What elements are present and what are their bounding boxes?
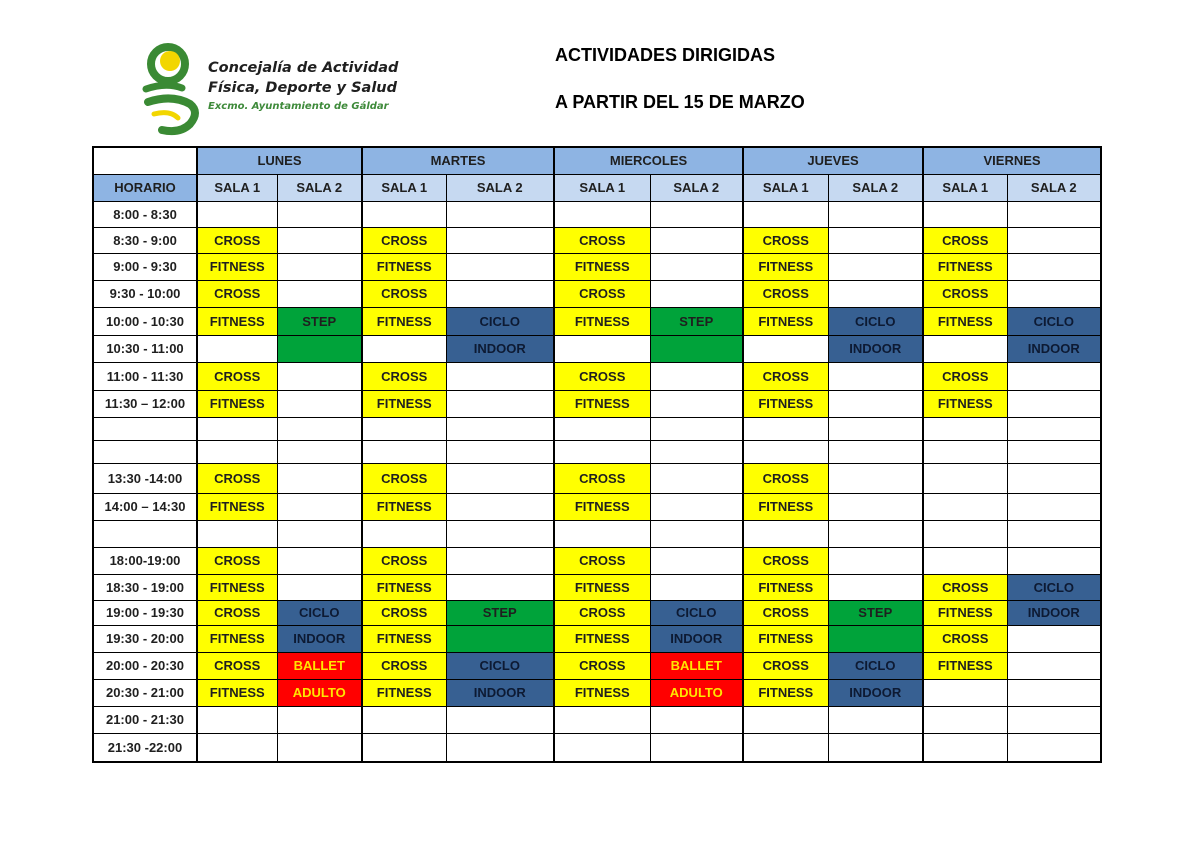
activity-cell bbox=[197, 417, 277, 440]
activity-cell bbox=[923, 335, 1007, 362]
activity-cell bbox=[277, 335, 362, 362]
org-name-line3: Excmo. Ayuntamiento de Gáldar bbox=[208, 101, 389, 112]
table-row bbox=[93, 600, 1101, 625]
activity-cell bbox=[923, 463, 1007, 493]
activity-cell bbox=[446, 227, 554, 253]
activity-cell bbox=[554, 440, 650, 463]
sala-header: SALA 1 bbox=[554, 174, 650, 201]
activity-cell bbox=[197, 733, 277, 762]
time-slot: 20:30 - 21:00 bbox=[93, 679, 197, 706]
activity-cell: CROSS bbox=[554, 547, 650, 574]
activity-cell: FITNESS bbox=[362, 253, 446, 280]
sala-header: SALA 1 bbox=[743, 174, 828, 201]
activity-cell bbox=[446, 440, 554, 463]
activity-cell: CROSS bbox=[743, 463, 828, 493]
activity-cell bbox=[923, 493, 1007, 520]
activity-cell bbox=[1007, 280, 1101, 307]
activity-cell: FITNESS bbox=[554, 679, 650, 706]
table-row bbox=[93, 307, 1101, 335]
activity-cell: CROSS bbox=[923, 280, 1007, 307]
activity-cell: CICLO bbox=[446, 307, 554, 335]
activity-cell bbox=[828, 574, 923, 600]
activity-cell: CICLO bbox=[650, 600, 743, 625]
activity-cell bbox=[554, 706, 650, 733]
activity-cell bbox=[1007, 253, 1101, 280]
time-slot: 20:00 - 20:30 bbox=[93, 652, 197, 679]
activity-cell: FITNESS bbox=[554, 253, 650, 280]
activity-cell: CROSS bbox=[743, 547, 828, 574]
activity-cell: CROSS bbox=[743, 652, 828, 679]
activity-cell: CICLO bbox=[828, 652, 923, 679]
activity-cell bbox=[554, 733, 650, 762]
table-row bbox=[93, 520, 1101, 547]
activity-cell bbox=[923, 706, 1007, 733]
activity-cell: INDOOR bbox=[1007, 335, 1101, 362]
activity-cell: CROSS bbox=[743, 280, 828, 307]
table-row bbox=[93, 253, 1101, 280]
activity-cell: FITNESS bbox=[554, 307, 650, 335]
activity-cell: FITNESS bbox=[554, 625, 650, 652]
activity-cell: BALLET bbox=[277, 652, 362, 679]
activity-cell bbox=[650, 227, 743, 253]
table-row bbox=[93, 280, 1101, 307]
activity-cell: CROSS bbox=[197, 600, 277, 625]
activity-cell: CROSS bbox=[362, 547, 446, 574]
activity-cell: CROSS bbox=[923, 574, 1007, 600]
org-name-line2: Física, Deporte y Salud bbox=[208, 80, 397, 96]
activity-cell bbox=[446, 625, 554, 652]
table-row bbox=[93, 417, 1101, 440]
activity-cell bbox=[743, 706, 828, 733]
activity-cell: CROSS bbox=[554, 652, 650, 679]
activity-cell bbox=[650, 706, 743, 733]
activity-cell: CROSS bbox=[743, 362, 828, 390]
activity-cell: CROSS bbox=[362, 280, 446, 307]
activity-cell: CROSS bbox=[197, 652, 277, 679]
activity-cell: ADULTO bbox=[277, 679, 362, 706]
activity-cell: CROSS bbox=[554, 280, 650, 307]
activity-cell bbox=[1007, 625, 1101, 652]
activity-cell: FITNESS bbox=[923, 652, 1007, 679]
day-header-jueves: JUEVES bbox=[743, 147, 923, 174]
table-row bbox=[93, 706, 1101, 733]
activity-cell: CICLO bbox=[277, 600, 362, 625]
activity-cell: STEP bbox=[650, 307, 743, 335]
horario-header: HORARIO bbox=[93, 174, 197, 201]
activity-cell: ADULTO bbox=[650, 679, 743, 706]
activity-cell bbox=[828, 493, 923, 520]
activity-cell: BALLET bbox=[650, 652, 743, 679]
activity-cell bbox=[446, 463, 554, 493]
activity-cell: FITNESS bbox=[923, 600, 1007, 625]
day-header-miercoles: MIERCOLES bbox=[554, 147, 743, 174]
activity-cell bbox=[277, 706, 362, 733]
activity-cell bbox=[828, 520, 923, 547]
activity-cell bbox=[828, 706, 923, 733]
activity-cell bbox=[362, 201, 446, 227]
sala-header: SALA 2 bbox=[446, 174, 554, 201]
schedule-table bbox=[92, 146, 1102, 763]
activity-cell bbox=[650, 335, 743, 362]
table-row bbox=[93, 335, 1101, 362]
activity-cell: FITNESS bbox=[554, 390, 650, 417]
day-header-martes: MARTES bbox=[362, 147, 554, 174]
day-header-lunes: LUNES bbox=[197, 147, 362, 174]
doc-subtitle: A PARTIR DEL 15 DE MARZO bbox=[555, 92, 805, 112]
activity-cell bbox=[650, 493, 743, 520]
activity-cell bbox=[446, 733, 554, 762]
activity-cell bbox=[446, 201, 554, 227]
activity-cell bbox=[277, 390, 362, 417]
activity-cell bbox=[743, 335, 828, 362]
activity-cell bbox=[923, 520, 1007, 547]
activity-cell bbox=[197, 335, 277, 362]
table-row bbox=[93, 390, 1101, 417]
time-slot: 10:00 - 10:30 bbox=[93, 307, 197, 335]
time-slot: 8:00 - 8:30 bbox=[93, 201, 197, 227]
org-name-line1: Concejalía de Actividad bbox=[208, 60, 399, 76]
time-slot: 21:00 - 21:30 bbox=[93, 706, 197, 733]
activity-cell: INDOOR bbox=[828, 679, 923, 706]
activity-cell: STEP bbox=[446, 600, 554, 625]
activity-cell: CROSS bbox=[554, 600, 650, 625]
activity-cell bbox=[828, 625, 923, 652]
activity-cell: INDOOR bbox=[828, 335, 923, 362]
activity-cell bbox=[277, 280, 362, 307]
activity-cell: CROSS bbox=[923, 362, 1007, 390]
activity-cell bbox=[1007, 679, 1101, 706]
activity-cell: STEP bbox=[828, 600, 923, 625]
activity-cell: INDOOR bbox=[446, 335, 554, 362]
activity-cell bbox=[650, 463, 743, 493]
activity-cell bbox=[828, 390, 923, 417]
activity-cell bbox=[923, 679, 1007, 706]
activity-cell bbox=[446, 362, 554, 390]
time-slot: 21:30 -22:00 bbox=[93, 733, 197, 762]
activity-cell bbox=[828, 253, 923, 280]
activity-cell bbox=[277, 417, 362, 440]
activity-cell bbox=[554, 417, 650, 440]
activity-cell: FITNESS bbox=[743, 574, 828, 600]
activity-cell bbox=[650, 440, 743, 463]
activity-cell bbox=[554, 335, 650, 362]
sala-header: SALA 1 bbox=[362, 174, 446, 201]
table-row bbox=[93, 201, 1101, 227]
activity-cell bbox=[197, 520, 277, 547]
activity-cell bbox=[828, 280, 923, 307]
activity-cell bbox=[650, 362, 743, 390]
activity-cell: CICLO bbox=[828, 307, 923, 335]
activity-cell bbox=[197, 440, 277, 463]
activity-cell: INDOOR bbox=[650, 625, 743, 652]
activity-cell: CROSS bbox=[362, 600, 446, 625]
activity-cell bbox=[277, 253, 362, 280]
activity-cell bbox=[1007, 520, 1101, 547]
activity-cell: CROSS bbox=[554, 463, 650, 493]
activity-cell bbox=[446, 574, 554, 600]
activity-cell: FITNESS bbox=[554, 493, 650, 520]
activity-cell: CROSS bbox=[923, 625, 1007, 652]
activity-cell: FITNESS bbox=[362, 390, 446, 417]
activity-cell bbox=[1007, 362, 1101, 390]
activity-cell bbox=[1007, 417, 1101, 440]
time-slot bbox=[93, 440, 197, 463]
activity-cell: CROSS bbox=[362, 652, 446, 679]
activity-cell: FITNESS bbox=[743, 253, 828, 280]
time-slot: 9:30 - 10:00 bbox=[93, 280, 197, 307]
time-slot: 19:30 - 20:00 bbox=[93, 625, 197, 652]
sala-header: SALA 2 bbox=[828, 174, 923, 201]
activity-cell bbox=[277, 574, 362, 600]
time-slot: 19:00 - 19:30 bbox=[93, 600, 197, 625]
activity-cell bbox=[1007, 733, 1101, 762]
activity-cell: CROSS bbox=[197, 280, 277, 307]
activity-cell bbox=[828, 201, 923, 227]
sala-header-row bbox=[93, 174, 1101, 201]
activity-cell: CROSS bbox=[743, 600, 828, 625]
activity-cell bbox=[277, 547, 362, 574]
time-slot: 10:30 - 11:00 bbox=[93, 335, 197, 362]
table-row bbox=[93, 227, 1101, 253]
activity-cell: CROSS bbox=[554, 362, 650, 390]
activity-cell: FITNESS bbox=[197, 574, 277, 600]
activity-cell bbox=[277, 227, 362, 253]
activity-cell bbox=[446, 706, 554, 733]
activity-cell bbox=[1007, 463, 1101, 493]
activity-cell: FITNESS bbox=[197, 493, 277, 520]
activity-cell: CROSS bbox=[743, 227, 828, 253]
sala-header: SALA 2 bbox=[1007, 174, 1101, 201]
logo bbox=[140, 42, 399, 137]
activity-cell: CROSS bbox=[362, 463, 446, 493]
activity-cell bbox=[650, 520, 743, 547]
activity-cell bbox=[362, 706, 446, 733]
activity-cell bbox=[743, 201, 828, 227]
activity-cell bbox=[828, 362, 923, 390]
activity-cell bbox=[923, 440, 1007, 463]
activity-cell bbox=[1007, 201, 1101, 227]
activity-cell bbox=[277, 362, 362, 390]
activity-cell: FITNESS bbox=[197, 307, 277, 335]
activity-cell bbox=[650, 201, 743, 227]
activity-cell bbox=[1007, 390, 1101, 417]
corner-cell bbox=[93, 147, 197, 174]
activity-cell bbox=[650, 280, 743, 307]
time-slot bbox=[93, 520, 197, 547]
activity-cell bbox=[277, 520, 362, 547]
table-row bbox=[93, 625, 1101, 652]
activity-cell bbox=[446, 493, 554, 520]
activity-cell bbox=[362, 733, 446, 762]
table-row bbox=[93, 574, 1101, 600]
activity-cell bbox=[277, 493, 362, 520]
activity-cell: CROSS bbox=[923, 227, 1007, 253]
activity-cell bbox=[650, 574, 743, 600]
activity-cell: INDOOR bbox=[446, 679, 554, 706]
activity-cell bbox=[743, 417, 828, 440]
activity-cell bbox=[828, 440, 923, 463]
activity-cell: CICLO bbox=[446, 652, 554, 679]
activity-cell bbox=[650, 253, 743, 280]
activity-cell bbox=[828, 463, 923, 493]
activity-cell bbox=[650, 733, 743, 762]
activity-cell bbox=[1007, 227, 1101, 253]
activity-cell bbox=[197, 201, 277, 227]
table-row bbox=[93, 493, 1101, 520]
activity-cell: FITNESS bbox=[197, 679, 277, 706]
activity-cell: FITNESS bbox=[197, 390, 277, 417]
sala-header: SALA 2 bbox=[650, 174, 743, 201]
day-header-row bbox=[93, 147, 1101, 174]
activity-cell bbox=[1007, 440, 1101, 463]
time-slot: 11:30 – 12:00 bbox=[93, 390, 197, 417]
activity-cell: FITNESS bbox=[554, 574, 650, 600]
activity-cell bbox=[446, 390, 554, 417]
activity-cell bbox=[1007, 493, 1101, 520]
activity-cell bbox=[446, 520, 554, 547]
table-row bbox=[93, 547, 1101, 574]
activity-cell bbox=[923, 733, 1007, 762]
activity-cell: FITNESS bbox=[743, 307, 828, 335]
activity-cell: FITNESS bbox=[362, 307, 446, 335]
activity-cell bbox=[923, 547, 1007, 574]
activity-cell: CROSS bbox=[554, 227, 650, 253]
activity-cell bbox=[923, 417, 1007, 440]
time-slot bbox=[93, 417, 197, 440]
activity-cell bbox=[828, 227, 923, 253]
table-row bbox=[93, 463, 1101, 493]
day-header-viernes: VIERNES bbox=[923, 147, 1101, 174]
activity-cell: FITNESS bbox=[362, 493, 446, 520]
time-slot: 8:30 - 9:00 bbox=[93, 227, 197, 253]
activity-cell bbox=[1007, 547, 1101, 574]
activity-cell: INDOOR bbox=[277, 625, 362, 652]
activity-cell: FITNESS bbox=[197, 625, 277, 652]
activity-cell bbox=[650, 417, 743, 440]
table-row bbox=[93, 652, 1101, 679]
activity-cell: FITNESS bbox=[743, 493, 828, 520]
sala-header: SALA 1 bbox=[197, 174, 277, 201]
activity-cell bbox=[1007, 652, 1101, 679]
activity-cell: FITNESS bbox=[923, 253, 1007, 280]
activity-cell: CROSS bbox=[362, 227, 446, 253]
activity-cell bbox=[197, 706, 277, 733]
activity-cell: FITNESS bbox=[923, 390, 1007, 417]
doc-title: ACTIVIDADES DIRIGIDAS bbox=[555, 45, 776, 65]
activity-cell bbox=[828, 417, 923, 440]
time-slot: 18:30 - 19:00 bbox=[93, 574, 197, 600]
time-slot: 9:00 - 9:30 bbox=[93, 253, 197, 280]
activity-cell: FITNESS bbox=[362, 625, 446, 652]
activity-cell bbox=[650, 547, 743, 574]
activity-cell bbox=[1007, 706, 1101, 733]
activity-cell bbox=[277, 463, 362, 493]
activity-cell: CICLO bbox=[1007, 574, 1101, 600]
activity-cell bbox=[362, 417, 446, 440]
activity-cell bbox=[743, 520, 828, 547]
activity-cell bbox=[446, 253, 554, 280]
table-row bbox=[93, 679, 1101, 706]
activity-cell: FITNESS bbox=[362, 574, 446, 600]
sala-header: SALA 1 bbox=[923, 174, 1007, 201]
activity-cell bbox=[828, 547, 923, 574]
activity-cell bbox=[362, 335, 446, 362]
activity-cell: FITNESS bbox=[743, 390, 828, 417]
activity-cell bbox=[277, 201, 362, 227]
activity-cell bbox=[446, 417, 554, 440]
table-row bbox=[93, 440, 1101, 463]
activity-cell bbox=[554, 520, 650, 547]
schedule-body bbox=[93, 201, 1101, 762]
activity-cell: FITNESS bbox=[923, 307, 1007, 335]
logo-emblem-icon bbox=[140, 42, 202, 137]
activity-cell bbox=[362, 440, 446, 463]
activity-cell: STEP bbox=[277, 307, 362, 335]
time-slot: 14:00 – 14:30 bbox=[93, 493, 197, 520]
activity-cell bbox=[828, 733, 923, 762]
activity-cell bbox=[743, 733, 828, 762]
activity-cell bbox=[923, 201, 1007, 227]
activity-cell: CROSS bbox=[197, 463, 277, 493]
activity-cell bbox=[277, 733, 362, 762]
activity-cell: CROSS bbox=[197, 227, 277, 253]
activity-cell bbox=[650, 390, 743, 417]
activity-cell bbox=[554, 201, 650, 227]
time-slot: 18:00-19:00 bbox=[93, 547, 197, 574]
activity-cell bbox=[446, 547, 554, 574]
activity-cell: FITNESS bbox=[743, 679, 828, 706]
time-slot: 11:00 - 11:30 bbox=[93, 362, 197, 390]
activity-cell bbox=[362, 520, 446, 547]
activity-cell: CROSS bbox=[197, 362, 277, 390]
activity-cell bbox=[277, 440, 362, 463]
table-row bbox=[93, 733, 1101, 762]
activity-cell: FITNESS bbox=[362, 679, 446, 706]
activity-cell: FITNESS bbox=[197, 253, 277, 280]
activity-cell: CROSS bbox=[197, 547, 277, 574]
time-slot: 13:30 -14:00 bbox=[93, 463, 197, 493]
table-row bbox=[93, 362, 1101, 390]
activity-cell: CROSS bbox=[362, 362, 446, 390]
activity-cell: CICLO bbox=[1007, 307, 1101, 335]
sala-header: SALA 2 bbox=[277, 174, 362, 201]
activity-cell: INDOOR bbox=[1007, 600, 1101, 625]
activity-cell bbox=[743, 440, 828, 463]
activity-cell bbox=[446, 280, 554, 307]
activity-cell: FITNESS bbox=[743, 625, 828, 652]
